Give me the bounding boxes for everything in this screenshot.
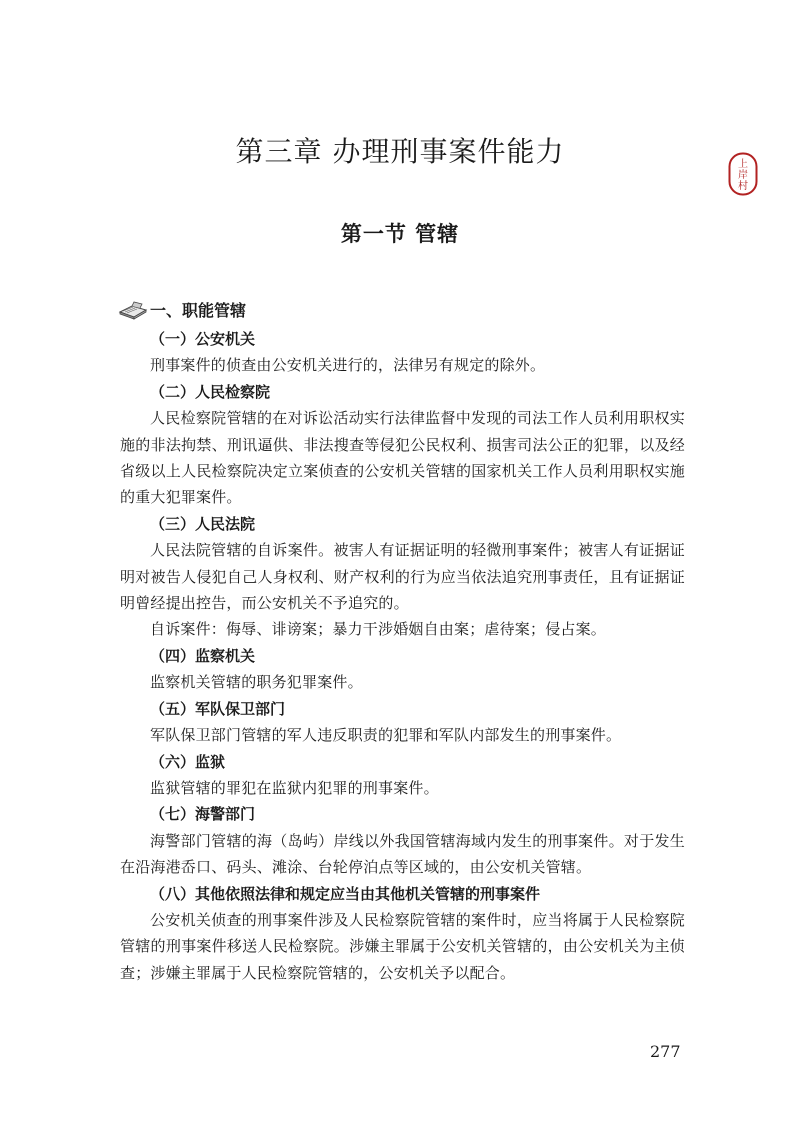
paragraph: 监察机关管辖的职务犯罪案件。 — [150, 673, 363, 692]
heading-1-text: 一、职能管辖 — [150, 301, 247, 320]
page-number: 277 — [650, 1042, 681, 1061]
paragraph: 海警部门管辖的海（岛屿）岸线以外我国管辖海域内发生的刑事案件。对于发生在沿海港岙口、码头、滩涂、台轮停泊点等区域的，由公安机关管辖。 — [120, 831, 685, 877]
chapter-title: 第三章 办理刑事案件能力 — [235, 135, 565, 168]
heading-1 — [118, 298, 246, 321]
book-icon — [118, 300, 148, 320]
paragraph: 人民检察院管辖的在对诉讼活动实行法律监督中发现的司法工作人员利用职权实施的非法拘禁、刑讯逼供、非法搜查等侵犯公民权利、损害司法公正的犯罪，以及经省级以上人民检察院决定立案侦查的公安机关管辖的国家机关工作人员利用职权实施的重大犯罪案件。 — [120, 409, 685, 507]
subsection-heading: （二）人民检察院 — [150, 382, 271, 401]
svg-text:上: 上 — [738, 159, 748, 170]
paragraph: 自诉案件：侮辱、诽谤案；暴力干涉婚姻自由案；虐待案；侵占案。 — [150, 620, 607, 639]
paragraph: 监狱管辖的罪犯在监狱内犯罪的刑事案件。 — [150, 778, 439, 797]
subsection-heading: （一）公安机关 — [150, 330, 256, 348]
section-title: 第一节 管辖 — [340, 221, 460, 246]
seal-stamp-icon — [728, 152, 758, 196]
svg-text:村: 村 — [738, 181, 748, 192]
subsection-heading: （七）海警部门 — [150, 805, 256, 824]
body-content — [120, 326, 685, 986]
subsection-heading: （六）监狱 — [150, 752, 226, 771]
subsection-heading: （三）人民法院 — [150, 514, 256, 533]
svg-text:岸: 岸 — [738, 170, 748, 181]
paragraph: 人民法院管辖的自诉案件。被害人有证据证明的轻微刑事案件；被害人有证据证明对被告人侵犯自己人身权利、财产权利的行为应当依法追究刑事责任，且有证据证明曾经提出控告，而公安机关不予追究的。 — [120, 541, 685, 613]
paragraph: 公安机关侦查的刑事案件涉及人民检察院管辖的案件时，应当将属于人民检察院管辖的刑事案件移送人民检察院。涉嫌主罪属于公安机关管辖的，由公安机关为主侦查；涉嫌主罪属于人民检察院管辖的，公安机关予以配合。 — [120, 910, 685, 982]
subsection-heading: （八）其他依照法律和规定应当由其他机关管辖的刑事案件 — [150, 884, 541, 903]
paragraph: 刑事案件的侦查由公安机关进行的，法律另有规定的除外。 — [150, 356, 546, 375]
paragraph: 军队保卫部门管辖的军人违反职责的犯罪和军队内部发生的刑事案件。 — [150, 726, 622, 745]
subsection-heading: （五）军队保卫部门 — [150, 699, 286, 718]
subsection-heading: （四）监察机关 — [150, 646, 256, 665]
